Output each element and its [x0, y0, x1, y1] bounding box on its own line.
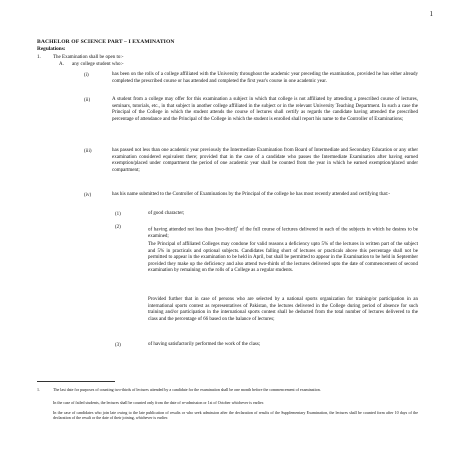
item-1-number: 1.: [37, 55, 41, 60]
clause-iv-text: has his name submitted to the Controller of Examinations by the Principal of the college he has most recently attended and certifying that:-: [112, 192, 390, 197]
sports-proviso-paragraph: Provided further that in case of persons who are selected by a national sports organization for training/or participation in an international sports contest as representatives of Pakistan, the lectures delivered in the College during period of absence for such training and/or participation in the international sports contest shall be deducted from the total number of lectures delivered to the class and the percentage of 66 based on the balance of lectures;: [148, 297, 418, 322]
subclause-1-text: of good character;: [148, 211, 185, 216]
item-1-text: The Examination shall be open to:-: [53, 55, 124, 60]
clause-iii-text: has passed not less than one academic year previously the Intermediate Examination from Board of Intermediate and Secondary Education or any other examination considered equivalent there; provided that in the case of a candidate who passes the Intermediate Examination after having earned exemption/placed under compartment the period of one academic year shall be counted from the year in which he earned exemption/placed under compartment;: [112, 148, 418, 173]
footnote-mark: 1.: [37, 387, 40, 392]
clause-ii-text: A student from a college may offer for this examination a subject in which that college is not affiliated by attending a prescribed course of lectures, seminars, tutorials, etc., in that subject in another college affiliated in the subject or in the relevant University Teaching Department. In such a case the Principal of the College in which the student attends the course of lectures shall certify as regards the candidate having attended the prescribed percentage of attendance and the Principal of the College in which the student is enrolled shall report his name to the Controller of Examinations;: [112, 97, 418, 122]
footnote-1-text: The last date for purposes of counting two-thirds of lectures attended by a candidate for the examination shall be one month before the commencement of examination.: [53, 387, 321, 392]
subclause-2-text: [148, 224, 418, 241]
item-1a-label: A.: [59, 62, 64, 67]
subclause-2-text-start: of having attended not less than [two-third]: [148, 227, 237, 233]
clause-iv-label: (iv): [84, 193, 92, 198]
subclause-2-text-end: of the full course of lectures delivered in each of the subjects in which he desires to be examined;: [148, 227, 418, 240]
clause-iii-label: (iii): [84, 149, 92, 154]
footnote-reference: 1: [236, 225, 239, 229]
condonation-paragraph: The Principal of affiliated Colleges may condone for valid reasons a deficiency upto 5% of the lectures in written part of the subject and 5% in practicals and optional subjects. Candidates falling short of lectures or practicals above this percentage shall not be permitted to appear in the examination to be held in April, but shall be permitted to appear in the Examination to be held in September provided they make up the deficiency and also attend two-thirds of the lectures delivered upto the date of commencement of second examination by remaining on the rolls of a College as a regular students.: [148, 242, 418, 274]
footnote-3-text: In the case of candidates who join late owing to the late publication of results or who seek admission after the declaration of results of the Supplementary Examination, the lectures shall be counted form after 10 days of the declaration of the result or the date of their joining, whichever is earlier.: [53, 410, 418, 421]
clause-i-text: has been on the rolls of a college affiliated with the University throughout the academic year preceding the examination, provided he has either already completed the prescribed course or has attended and completed the first year's course in one academic year.: [112, 72, 418, 84]
footnote-divider: [37, 381, 115, 382]
clause-i-label: (i): [84, 73, 89, 78]
subclause-2-label: (2): [115, 225, 121, 230]
subclause-3-label: (3): [115, 343, 121, 348]
footnote-2-text: In the case of failed students, the lectures shall be counted only from the date of re-admission or 1st of October whichever is earlier.: [53, 400, 264, 405]
document-title: BACHELOR OF SCIENCE PART – I EXAMINATION: [37, 39, 175, 45]
regulations-heading: Regulations:: [37, 46, 66, 52]
page-number: 1: [429, 10, 433, 18]
subclause-1-label: (1): [115, 212, 121, 217]
clause-ii-label: (ii): [84, 98, 91, 103]
subclause-3-text: of having satisfactorily performed the work of the class;: [148, 342, 261, 347]
item-1a-text: any college student who:-: [72, 62, 124, 67]
